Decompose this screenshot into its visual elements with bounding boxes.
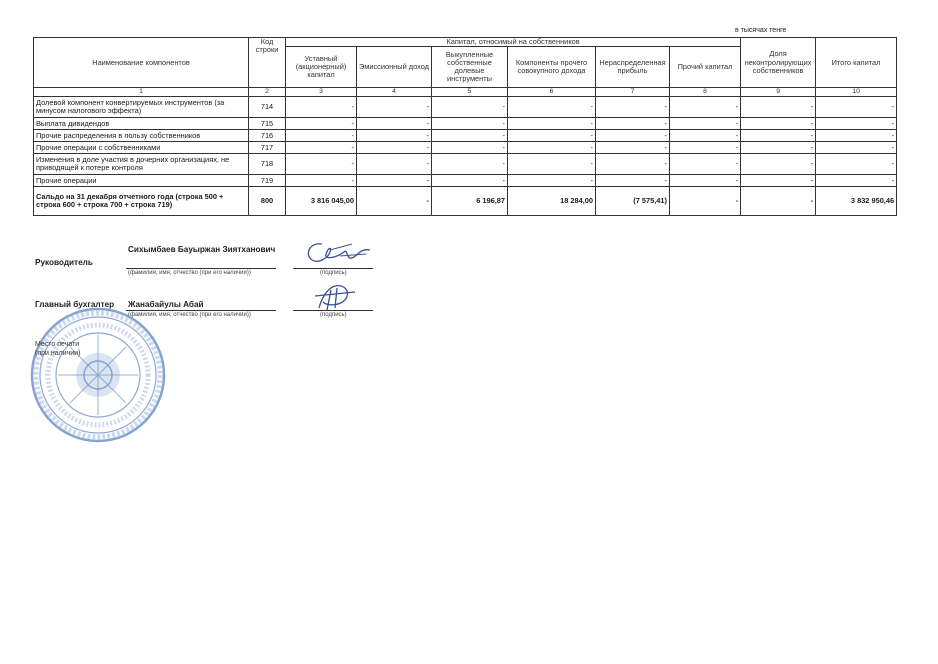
table-row bbox=[34, 97, 897, 118]
row-value: - bbox=[670, 130, 741, 142]
column-number: 1 bbox=[34, 88, 249, 97]
head-sign-caption: (подпись) bbox=[320, 270, 347, 276]
row-code: 800 bbox=[249, 187, 286, 216]
row-value: - bbox=[670, 142, 741, 154]
unit-note: в тысячах тенге bbox=[735, 27, 787, 34]
row-value: - bbox=[432, 130, 508, 142]
accountant-name: Жанабайулы Абай bbox=[128, 300, 204, 309]
row-value: - bbox=[286, 142, 357, 154]
column-number: 5 bbox=[432, 88, 508, 97]
row-value: - bbox=[596, 154, 670, 175]
head-name: Сихымбаев Бауыржан Зиятханович bbox=[128, 245, 276, 254]
row-value: - bbox=[286, 118, 357, 130]
column-header: Эмиссионный доход bbox=[357, 47, 432, 88]
head-signature-icon bbox=[300, 238, 380, 270]
head-name-line bbox=[126, 268, 276, 269]
row-value: - bbox=[357, 130, 432, 142]
row-value: 18 284,00 bbox=[508, 187, 596, 216]
accountant-label: Главный бухгалтер bbox=[35, 300, 115, 309]
row-value: - bbox=[741, 130, 816, 142]
table-row-total bbox=[34, 187, 897, 216]
equity-table bbox=[33, 37, 897, 216]
column-number: 6 bbox=[508, 88, 596, 97]
row-value: - bbox=[508, 130, 596, 142]
row-code: 719 bbox=[249, 175, 286, 187]
head-label: Руководитель bbox=[35, 258, 93, 267]
row-value: - bbox=[286, 130, 357, 142]
row-code: 714 bbox=[249, 97, 286, 118]
column-number-row bbox=[34, 88, 897, 97]
row-value: - bbox=[286, 175, 357, 187]
row-code: 716 bbox=[249, 130, 286, 142]
row-value: - bbox=[508, 118, 596, 130]
table-row bbox=[34, 154, 897, 175]
row-value: 3 832 950,46 bbox=[816, 187, 897, 216]
row-component: Сальдо на 31 декабря отчетного года (строка 500 + строка 600 + строка 700 + строка 719) bbox=[34, 187, 249, 216]
column-header: Доля неконтролирующих собственников bbox=[741, 38, 816, 88]
row-value: - bbox=[508, 97, 596, 118]
row-value: - bbox=[670, 154, 741, 175]
row-value: - bbox=[508, 175, 596, 187]
row-value: - bbox=[741, 154, 816, 175]
row-value: - bbox=[286, 97, 357, 118]
stamp-place bbox=[35, 340, 80, 359]
row-value: - bbox=[432, 118, 508, 130]
row-value: - bbox=[357, 175, 432, 187]
row-value: - bbox=[596, 97, 670, 118]
row-value: - bbox=[816, 130, 897, 142]
table-row bbox=[34, 142, 897, 154]
row-component: Изменения в доле участия в дочерних организациях, не приводящей к потере контроля bbox=[34, 154, 249, 175]
row-value: - bbox=[508, 142, 596, 154]
row-value: - bbox=[596, 142, 670, 154]
row-value: - bbox=[357, 118, 432, 130]
row-value: - bbox=[432, 175, 508, 187]
accountant-sign-caption: (подпись) bbox=[320, 312, 347, 318]
row-code: 717 bbox=[249, 142, 286, 154]
column-number: 3 bbox=[286, 88, 357, 97]
accountant-name-caption: (фамилия, имя, отчество (при его наличии)) bbox=[128, 312, 251, 318]
code-header: Код строки bbox=[249, 38, 286, 88]
row-value: - bbox=[357, 154, 432, 175]
table-row bbox=[34, 130, 897, 142]
row-value: - bbox=[596, 175, 670, 187]
stamp-place-line1: Место печати bbox=[35, 341, 80, 348]
row-value: - bbox=[357, 187, 432, 216]
row-value: - bbox=[816, 118, 897, 130]
column-number: 2 bbox=[249, 88, 286, 97]
row-component: Прочие распределения в пользу собственников bbox=[34, 130, 249, 142]
row-value: - bbox=[357, 142, 432, 154]
row-code: 718 bbox=[249, 154, 286, 175]
row-value: - bbox=[670, 187, 741, 216]
column-number: 8 bbox=[670, 88, 741, 97]
column-header: Прочий капитал bbox=[670, 47, 741, 88]
column-number: 4 bbox=[357, 88, 432, 97]
column-number: 7 bbox=[596, 88, 670, 97]
row-value: - bbox=[816, 97, 897, 118]
column-header: Выкупленные собственные долевые инструменты bbox=[432, 47, 508, 88]
table-row bbox=[34, 118, 897, 130]
row-value: - bbox=[286, 154, 357, 175]
row-code: 715 bbox=[249, 118, 286, 130]
row-value: - bbox=[816, 154, 897, 175]
row-value: - bbox=[432, 154, 508, 175]
head-name-caption: (фамилия, имя, отчество (при его наличии)) bbox=[128, 270, 251, 276]
owners-capital-header: Капитал, относимый на собственников bbox=[286, 38, 741, 47]
row-value: - bbox=[741, 97, 816, 118]
row-value: - bbox=[670, 118, 741, 130]
row-value: - bbox=[596, 130, 670, 142]
row-value: - bbox=[816, 142, 897, 154]
column-number: 10 bbox=[816, 88, 897, 97]
row-value: - bbox=[508, 154, 596, 175]
row-value: - bbox=[816, 175, 897, 187]
row-value: - bbox=[741, 118, 816, 130]
row-value: - bbox=[670, 175, 741, 187]
row-value: - bbox=[741, 175, 816, 187]
accountant-signature-icon bbox=[305, 282, 365, 314]
row-component: Долевой компонент конвертируемых инструментов (за минусом налогового эффекта) bbox=[34, 97, 249, 118]
column-header: Итого капитал bbox=[816, 38, 897, 88]
seal-stamp-icon bbox=[28, 305, 168, 445]
column-header: Нераспределенная прибыль bbox=[596, 47, 670, 88]
column-header: Уставный (акционерный) капитал bbox=[286, 47, 357, 88]
row-value: 6 196,87 bbox=[432, 187, 508, 216]
row-value: - bbox=[432, 142, 508, 154]
row-value: - bbox=[670, 97, 741, 118]
table-row bbox=[34, 175, 897, 187]
row-component: Выплата дивидендов bbox=[34, 118, 249, 130]
row-value: - bbox=[432, 97, 508, 118]
column-header: Компоненты прочего совокупного дохода bbox=[508, 47, 596, 88]
component-header: Наименование компонентов bbox=[34, 38, 249, 88]
row-value: (7 575,41) bbox=[596, 187, 670, 216]
row-value: - bbox=[741, 142, 816, 154]
row-component: Прочие операции bbox=[34, 175, 249, 187]
row-value: - bbox=[741, 187, 816, 216]
stamp-place-line2: (при наличии) bbox=[35, 350, 81, 358]
row-value: 3 816 045,00 bbox=[286, 187, 357, 216]
column-number: 9 bbox=[741, 88, 816, 97]
row-value: - bbox=[596, 118, 670, 130]
row-value: - bbox=[357, 97, 432, 118]
row-component: Прочие операции с собственниками bbox=[34, 142, 249, 154]
